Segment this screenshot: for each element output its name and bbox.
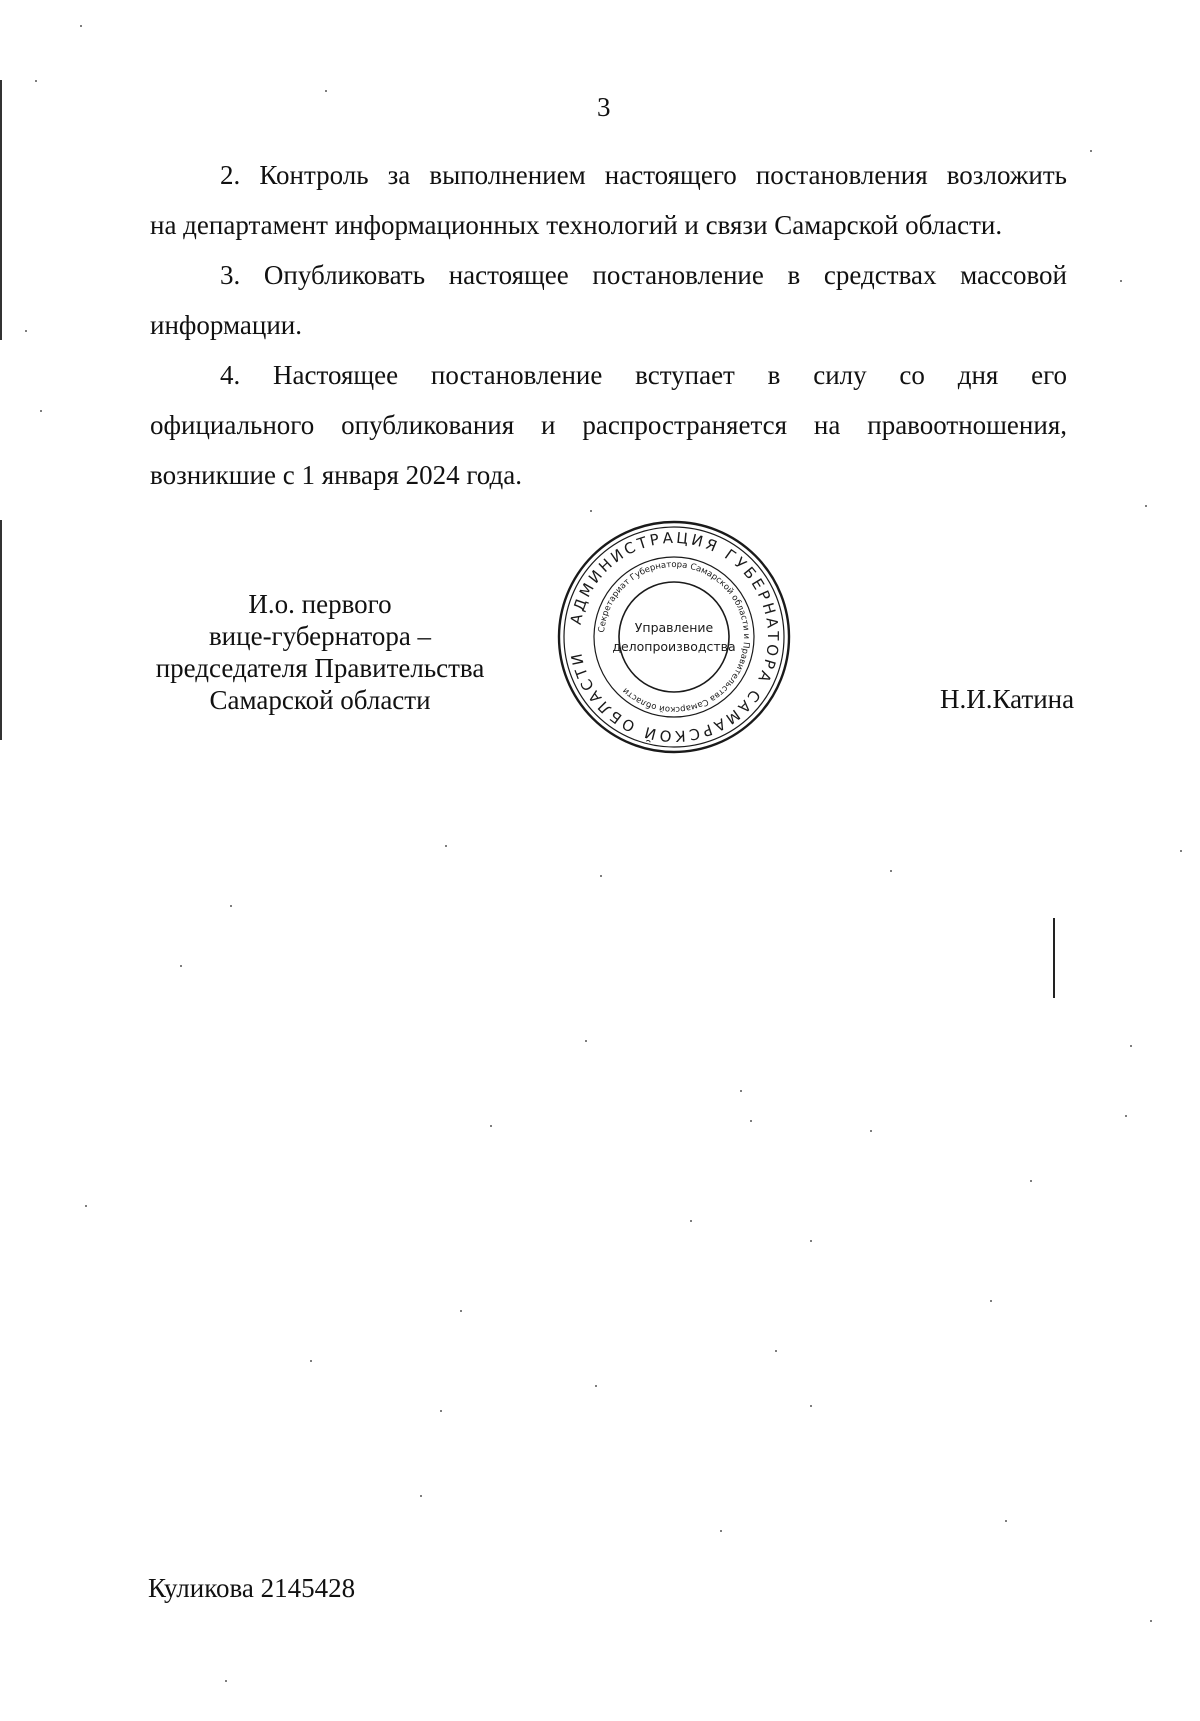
scan-speck	[35, 80, 37, 82]
scan-speck	[310, 1360, 312, 1362]
scan-speck	[1130, 1045, 1132, 1047]
signatory-title-line: председателя Правительства	[155, 653, 485, 683]
executor-note: Куликова 2145428	[148, 1573, 356, 1603]
paragraph-line: информации.	[150, 310, 302, 340]
scan-speck	[810, 1240, 812, 1242]
paragraph-2	[150, 150, 1067, 250]
scan-artifact-line	[1053, 918, 1055, 998]
scan-speck	[445, 845, 447, 847]
scan-speck	[40, 410, 42, 412]
scan-speck	[230, 905, 232, 907]
scan-speck	[1005, 1520, 1007, 1522]
official-stamp	[554, 517, 794, 757]
signatory-title	[145, 588, 495, 716]
scan-speck	[990, 1300, 992, 1302]
scan-speck	[460, 1310, 462, 1312]
scan-speck	[180, 965, 182, 967]
scan-speck	[690, 1220, 692, 1222]
scan-speck	[490, 1125, 492, 1127]
scan-speck	[1030, 1180, 1032, 1182]
scan-speck	[590, 510, 592, 512]
scan-speck	[740, 1090, 742, 1092]
scan-speck	[85, 1205, 87, 1207]
scan-speck	[1125, 1115, 1127, 1117]
stamp-center-line: Управление	[634, 620, 714, 635]
scan-speck	[600, 875, 602, 877]
paragraph-4	[150, 350, 1067, 500]
signatory-title-line: вице-губернатора –	[208, 621, 432, 651]
scan-speck	[1180, 850, 1182, 852]
scan-speck	[1120, 280, 1122, 282]
paragraph-line: 3. Опубликовать настоящее постановление в средствах массовой	[220, 260, 1067, 290]
stamp-inner-text: Секретариат Губернатора Самарской области и Правительства Самарской области	[597, 559, 752, 715]
paragraph-line: 4. Настоящее постановление вступает в силу со дня его	[220, 360, 1067, 390]
scan-speck	[225, 1680, 227, 1682]
paragraph-line: возникшие с 1 января 2024 года.	[150, 460, 522, 490]
scan-speck	[80, 25, 82, 27]
paragraph-line: официального опубликования и распространяется на правоотношения,	[150, 410, 1067, 440]
page-number: 3	[597, 92, 611, 122]
scan-speck	[890, 870, 892, 872]
scan-speck	[1090, 150, 1092, 152]
scan-speck	[1150, 1620, 1152, 1622]
scan-speck	[870, 1130, 872, 1132]
scan-speck	[775, 1350, 777, 1352]
scan-speck	[750, 1120, 752, 1122]
paragraph-line: 2. Контроль за выполнением настоящего постановления возложить	[220, 160, 1067, 190]
scan-speck	[325, 90, 327, 92]
scan-margin-line	[0, 520, 2, 740]
scan-speck	[585, 1040, 587, 1042]
scan-margin-line	[0, 80, 2, 340]
paragraph-3	[150, 250, 1067, 350]
scan-speck	[1145, 505, 1147, 507]
scan-speck	[720, 1530, 722, 1532]
paragraph-line: на департамент информационных технологий и связи Самарской области.	[150, 210, 1003, 240]
scan-speck	[25, 330, 27, 332]
signatory-title-line: Самарской области	[209, 685, 431, 715]
stamp-outer-text: АДМИНИСТРАЦИЯ ГУБЕРНАТОРА САМАРСКОЙ ОБЛАСТИ	[566, 528, 783, 746]
scan-speck	[810, 1405, 812, 1407]
stamp-center-line: делопроизводства	[612, 639, 736, 654]
scan-speck	[595, 1385, 597, 1387]
signatory-title-line: И.о. первого	[248, 589, 392, 619]
signer-name: Н.И.Катина	[940, 684, 1075, 714]
scan-speck	[420, 1495, 422, 1497]
scan-speck	[440, 1410, 442, 1412]
